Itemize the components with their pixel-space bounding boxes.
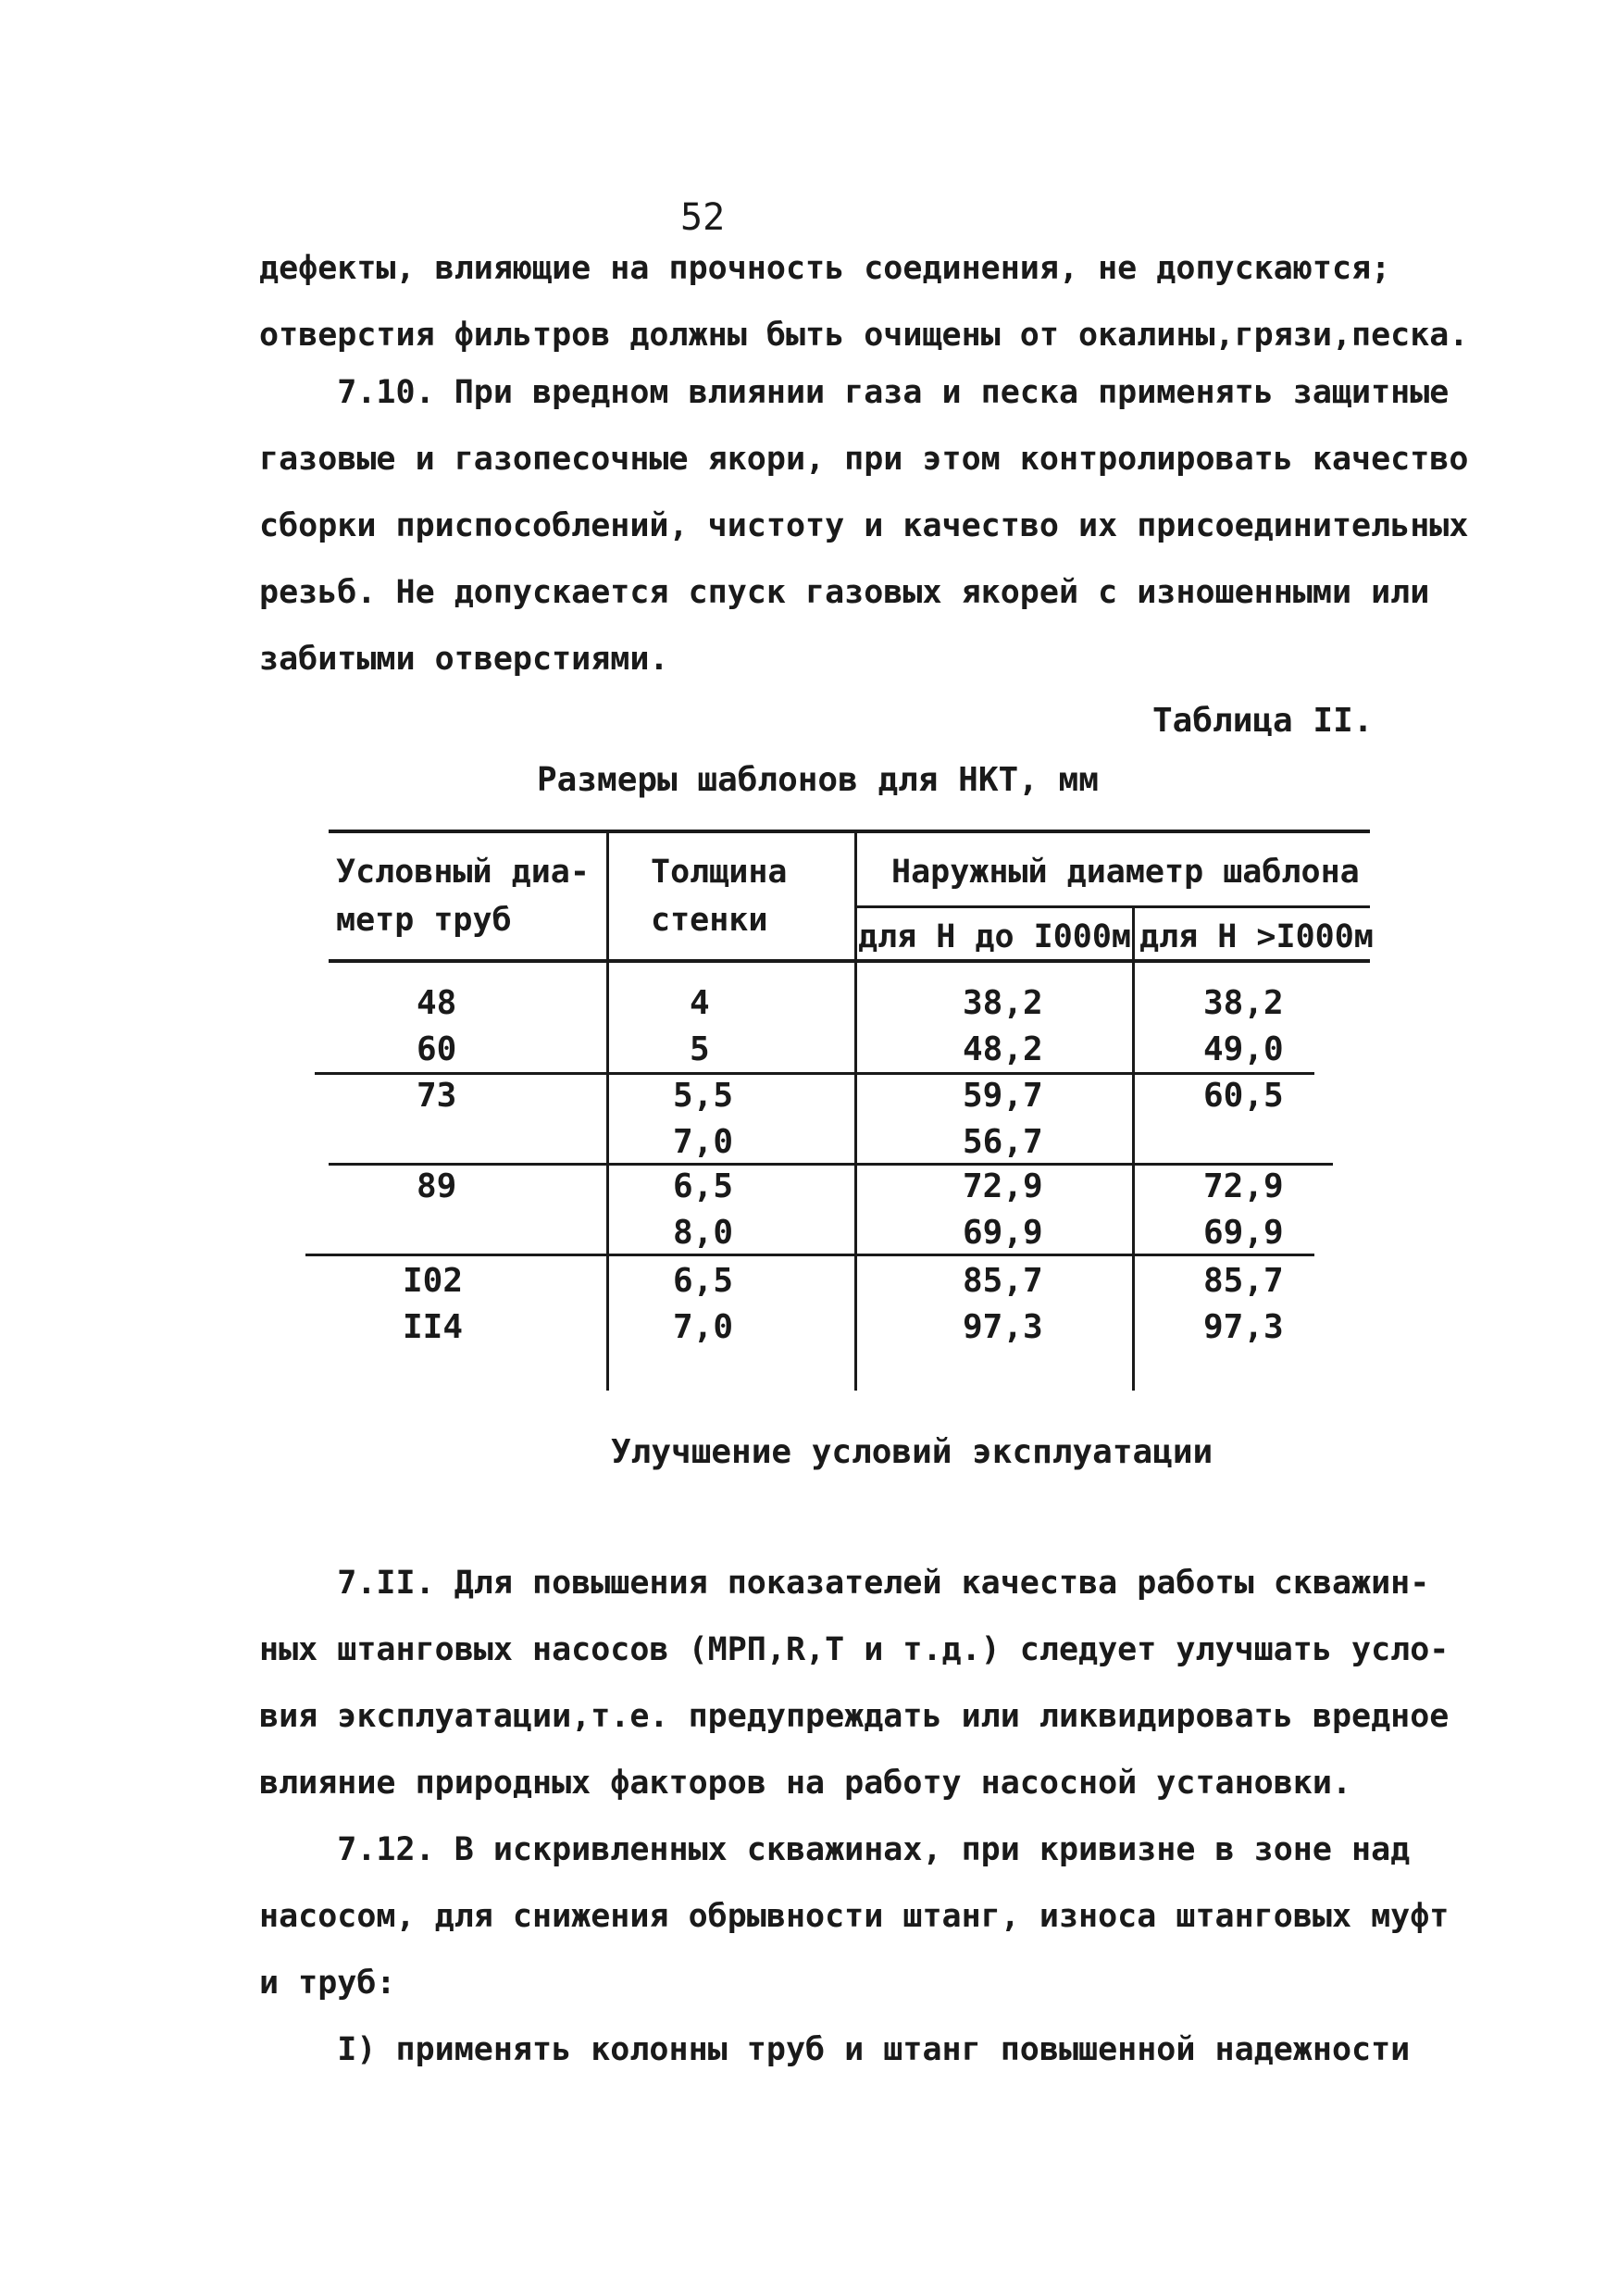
text-line: влияние природных факторов на работу насосной установки. — [259, 1765, 1352, 1802]
table-cell-wall: 7,0 — [673, 1308, 734, 1346]
text-line: отверстия фильтров должны быть очищены от окалины,грязи,песка. — [259, 317, 1469, 354]
table-cell-diameter-up-to-1000: 59,7 — [963, 1077, 1043, 1115]
text-line: 7.12. В искривленных скважинах, при кривизне в зоне над — [259, 1831, 1411, 1868]
paragraph-defects — [259, 235, 1469, 368]
table-cell-diameter-up-to-1000: 85,7 — [963, 1262, 1043, 1300]
table-cell-diameter: 60 — [417, 1030, 457, 1068]
header-nominal-diameter-line1: Условный диа- — [336, 854, 590, 891]
table-cell-diameter-up-to-1000: 38,2 — [963, 984, 1043, 1022]
table-group-rule-1 — [315, 1072, 1314, 1075]
page-number: 52 — [680, 196, 726, 239]
table-vline-1 — [606, 830, 609, 1391]
table-label: Таблица II. — [1152, 702, 1374, 740]
text-line: ных штанговых насосов (МРП,R,T и т.д.) следует улучшать усло- — [259, 1631, 1450, 1668]
table-cell-diameter-up-to-1000: 97,3 — [963, 1308, 1043, 1346]
table-cell-diameter-over-1000: 38,2 — [1203, 984, 1284, 1022]
header-depth-up-to-1000: для Н до I000м — [858, 918, 1132, 955]
table-vline-3 — [1132, 905, 1135, 1391]
table-cell-wall: 8,0 — [673, 1214, 734, 1252]
text-line: I) применять колонны труб и штанг повышенной надежности — [259, 2031, 1411, 2068]
table-cell-diameter-over-1000: 69,9 — [1203, 1214, 1284, 1252]
table-cell-diameter-over-1000: 97,3 — [1203, 1308, 1284, 1346]
table-cell-diameter-over-1000: 72,9 — [1203, 1167, 1284, 1205]
paragraph-7-10 — [259, 359, 1469, 693]
paragraph-7-12 — [259, 1816, 1450, 2083]
table-cell-diameter-over-1000: 85,7 — [1203, 1262, 1284, 1300]
text-line: дефекты, влияющие на прочность соединения, не допускаются; — [259, 250, 1391, 287]
table-cell-diameter-up-to-1000: 72,9 — [963, 1167, 1043, 1205]
table-cell-diameter-over-1000: 49,0 — [1203, 1030, 1284, 1068]
text-line: и труб: — [259, 1965, 396, 2002]
table-cell-diameter: 89 — [417, 1167, 457, 1205]
table-cell-diameter: II4 — [403, 1308, 464, 1346]
section-heading: Улучшение условий эксплуатации — [611, 1433, 1214, 1471]
table-cell-diameter-up-to-1000: 69,9 — [963, 1214, 1043, 1252]
table-title: Размеры шаблонов для НКТ, мм — [537, 761, 1099, 799]
text-line: забитыми отверстиями. — [259, 641, 669, 678]
table-cell-diameter-up-to-1000: 48,2 — [963, 1030, 1043, 1068]
table-cell-diameter: I02 — [403, 1262, 464, 1300]
table-cell-wall: 6,5 — [673, 1262, 734, 1300]
table-cell-diameter: 73 — [417, 1077, 457, 1115]
table-group-rule-3 — [305, 1254, 1314, 1256]
table-header-subrule — [856, 905, 1370, 908]
paragraph-7-11 — [259, 1550, 1450, 1816]
header-depth-over-1000: для Н >I000м — [1139, 918, 1374, 955]
table-vline-2 — [854, 830, 857, 1391]
table-cell-wall: 6,5 — [673, 1167, 734, 1205]
table-cell-diameter-over-1000: 60,5 — [1203, 1077, 1284, 1115]
header-wall-thickness-line2: стенки — [651, 902, 768, 939]
text-line: 7.10. При вредном влиянии газа и песка применять защитные — [259, 374, 1450, 411]
table-cell-diameter-up-to-1000: 56,7 — [963, 1123, 1043, 1161]
text-line: вия эксплуатации,т.е. предупреждать или ликвидировать вредное — [259, 1698, 1450, 1735]
table-cell-wall: 5 — [690, 1030, 710, 1068]
table-cell-wall: 7,0 — [673, 1123, 734, 1161]
header-outer-diameter-group: Наружный диаметр шаблона — [891, 854, 1360, 891]
header-wall-thickness-line1: Толщина — [651, 854, 788, 891]
table-cell-wall: 5,5 — [673, 1077, 734, 1115]
text-line: газовые и газопесочные якори, при этом контролировать качество — [259, 441, 1469, 478]
template-sizes-table — [329, 830, 1374, 1394]
text-line: 7.II. Для повышения показателей качества работы скважин- — [259, 1565, 1430, 1602]
table-cell-wall: 4 — [690, 984, 710, 1022]
table-group-rule-2 — [329, 1163, 1333, 1166]
text-line: сборки приспособлений, чистоту и качество их присоединительных — [259, 507, 1469, 544]
text-line: резьб. Не допускается спуск газовых якорей с изношенными или — [259, 574, 1430, 611]
text-line: насосом, для снижения обрывности штанг, износа штанговых муфт — [259, 1898, 1450, 1935]
table-top-rule — [329, 830, 1370, 833]
header-nominal-diameter-line2: метр труб — [336, 902, 512, 939]
table-cell-diameter: 48 — [417, 984, 457, 1022]
